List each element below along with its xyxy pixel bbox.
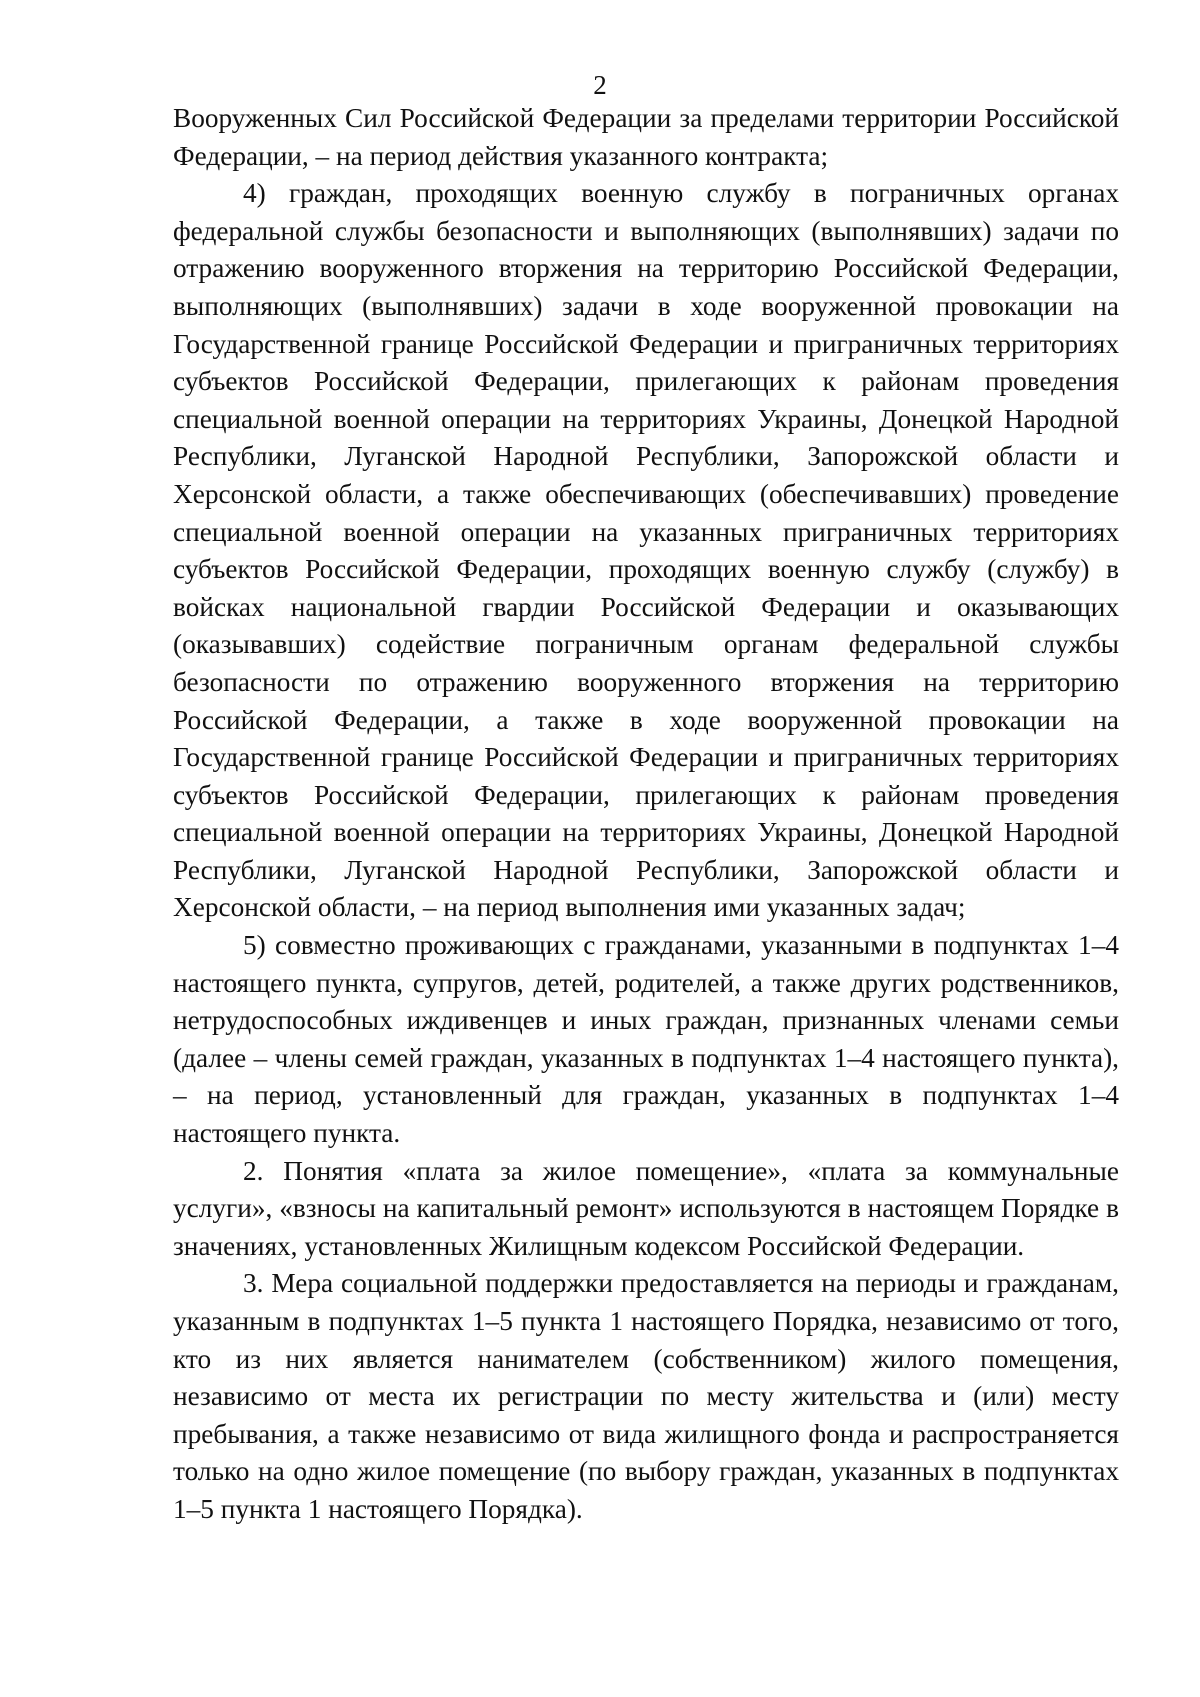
document-body: [173, 100, 1119, 1529]
paragraph-continuation: Вооруженных Сил Российской Федерации за пределами территории Российской Федерации, – на период действия указанного контракта;: [173, 103, 1119, 171]
paragraph-item-3: 3. Мера социальной поддержки предоставляется на периоды и гражданам, указанным в подпунктах 1–5 пункта 1 настоящего Порядка, независимо от того, кто из них является нанимателем (собственником) жилого помещения, независимо от места их регистрации по месту жительства и (или) месту пребывания, а также независимо от вида жилищного фонда и распространяется только на одно жилое помещение (по выбору граждан, указанных в подпунктах 1–5 пункта 1 настоящего Порядка).: [173, 1268, 1119, 1524]
page-number: 2: [593, 70, 607, 100]
paragraph-item-2: 2. Понятия «плата за жилое помещение», «плата за коммунальные услуги», «взносы на капитальный ремонт» используются в настоящем Порядке в значениях, установленных Жилищным кодексом Российской Федерации.: [173, 1155, 1119, 1261]
paragraph-subitem-4: 4) граждан, проходящих военную службу в пограничных органах федеральной службы безопасности и выполняющих (выполнявших) задачи по отражению вооруженного вторжения на территорию Российской Федерации, выполняющих (выполнявших) задачи в ходе вооруженной провокации на Государственной границе Российской Федерации и приграничных территориях субъектов Российской Федерации, прилегающих к районам проведения специальной военной операции на территориях Украины, Донецкой Народной Республики, Луганской Народной Республики, Запорожской области и Херсонской области, а также обеспечивающих (обеспечивавших) проведение специальной военной операции на указанных приграничных территориях субъектов Российской Федерации, проходящих военную службу (службу) в войсках национальной гвардии Российской Федерации и оказывающих (оказывавших) содействие пограничным органам федеральной службы безопасности по отражению вооруженного вторжения на территорию Российской Федерации, а также в ходе вооруженной провокации на Государственной границе Российской Федерации и приграничных территориях субъектов Российской Федерации, прилегающих к районам проведения специальной военной операции на территориях Украины, Донецкой Народной Республики, Луганской Народной Республики, Запорожской области и Херсонской области, – на период выполнения ими указанных задач;: [173, 178, 1119, 923]
paragraph-subitem-5: 5) совместно проживающих с гражданами, указанными в подпунктах 1–4 настоящего пункта, супругов, детей, родителей, а также других родственников, нетрудоспособных иждивенцев и иных граждан, признанных членами семьи (далее – члены семей граждан, указанных в подпунктах 1–4 настоящего пункта), – на период, установленный для граждан, указанных в подпунктах 1–4 настоящего пункта.: [173, 930, 1119, 1149]
